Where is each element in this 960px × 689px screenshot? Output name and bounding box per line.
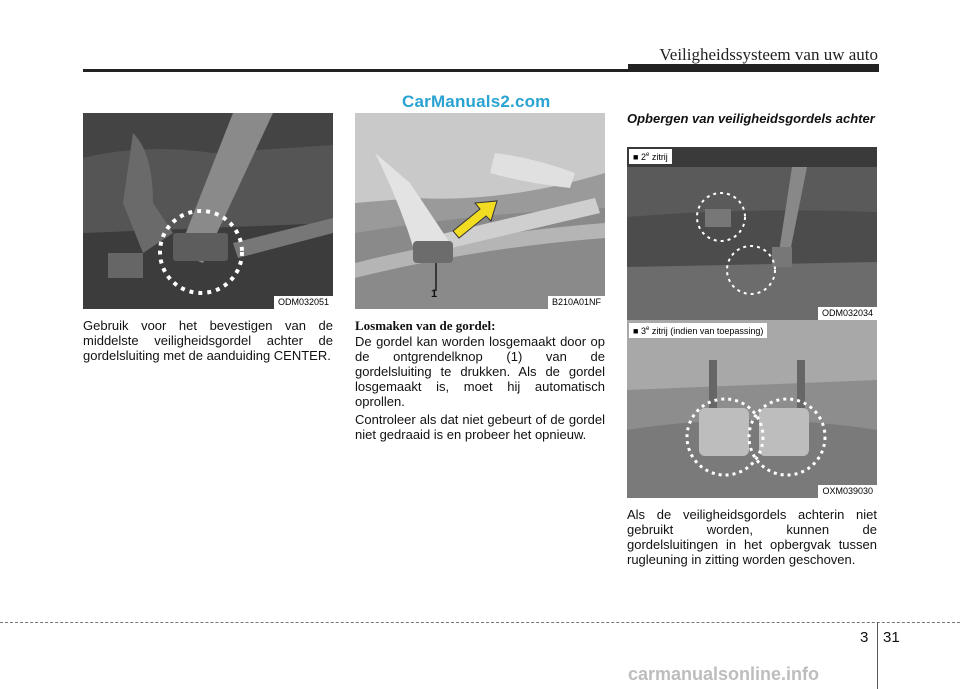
- callout-number: 1: [431, 288, 438, 300]
- image-code-label: B210A01NF: [548, 296, 605, 309]
- footer-rule: [0, 622, 960, 623]
- image-code-label: ODM032051: [274, 296, 333, 309]
- image-code-label: OXM039030: [818, 485, 877, 498]
- row-label-num: 3: [640, 326, 646, 336]
- watermark-top[interactable]: CarManuals2.com: [402, 92, 551, 111]
- chapter-number: 3: [860, 629, 869, 646]
- third-row-seat-photo: [627, 320, 877, 498]
- row-label-sup: e: [645, 152, 650, 158]
- middle-paragraph-1: De gordel kan worden losgemaakt door op de ontgrendelknop (1) van de gordelsluiting te drukken. Als de gordel losgemaakt is, moet hij automatisch oprollen.: [355, 334, 605, 409]
- seatbelt-buckle-photo: [83, 113, 333, 309]
- right-paragraph: Als de veiligheidsgordels achterin niet gebruikt worden, kunnen de gordelsluitingen in het opbergvak tussen rugleuning in zitting worden geschoven.: [627, 507, 877, 567]
- black-square-icon: ■: [633, 152, 639, 162]
- row-label-num: 2: [640, 152, 646, 162]
- row-label-sup: e: [645, 326, 650, 332]
- middle-paragraph-2: Controleer als dat niet gebeurt of de gordel niet gedraaid is en probeer het opnieuw.: [355, 412, 605, 442]
- left-paragraph: Gebruik voor het bevestigen van de middelste veiligheidsgordel achter de gordelsluiting met de aanduiding CENTER.: [83, 318, 333, 363]
- row-label-rest: zitrij (indien van toepassing): [649, 326, 764, 336]
- watermark-bottom[interactable]: carmanualsonline.info: [628, 664, 820, 684]
- image-code-label: ODM032034: [818, 307, 877, 320]
- row-3-label: [629, 323, 767, 338]
- row-label-rest: zitrij: [649, 152, 668, 162]
- header-rule: [83, 69, 879, 72]
- row-2-label: [629, 149, 672, 164]
- page-separator: [877, 622, 878, 689]
- header-title: Veiligheidssysteem van uw auto: [659, 45, 878, 64]
- second-row-seat-photo: [627, 147, 877, 320]
- section-heading: Opbergen van veiligheidsgordels achter: [627, 111, 875, 126]
- belt-release-photo: [355, 113, 605, 309]
- subheading-release: Losmaken van de gordel:: [355, 318, 496, 333]
- black-square-icon: ■: [633, 326, 639, 336]
- page-number: 31: [883, 629, 900, 646]
